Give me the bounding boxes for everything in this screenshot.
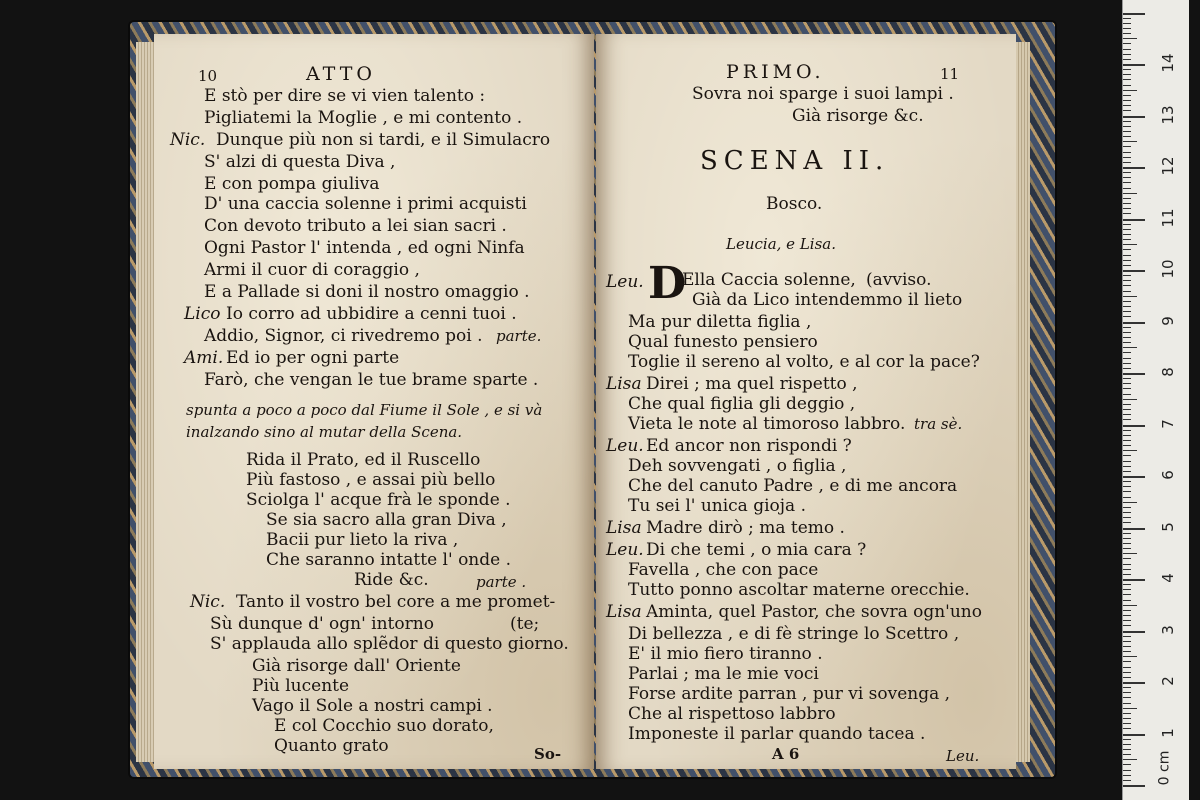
stage-note: parte. [496,327,542,345]
catchword: So- [534,745,562,763]
ruler-number: 9 [1159,315,1177,326]
ruler-tick [1123,162,1131,163]
speaker-label: Nic. [190,592,226,612]
text-line: Toglie il sereno al volto, e al cor la pace? [628,352,980,372]
ruler-number: 11 [1159,207,1177,228]
ruler-tick [1123,594,1131,595]
ruler-tick [1123,311,1131,312]
ruler-tick [1123,90,1137,91]
ruler-tick [1123,723,1131,724]
ruler-number: 4 [1159,573,1177,583]
ruler-tick [1123,677,1131,678]
text-line: Di che temi , o mia cara ? [646,540,867,560]
text-line: Ogni Pastor l' intenda , ed ogni Ninfa [204,238,525,258]
ruler-tick [1123,502,1137,503]
ruler-tick [1123,141,1137,142]
ruler-tick [1123,291,1131,292]
open-book [130,22,1055,777]
ruler-tick [1123,564,1131,565]
ruler-tick [1123,363,1131,364]
ruler-tick [1123,394,1131,395]
ruler-tick [1123,497,1131,498]
ruler-tick [1123,224,1131,225]
ruler-tick [1123,569,1131,570]
ruler-tick [1123,450,1137,451]
speaker-label: Lico [184,304,221,324]
ruler-tick [1123,780,1131,781]
text-line: Forse ardite parran , pur vi sovenga , [628,684,951,704]
refrain-line: Ride &c. [354,570,429,590]
ruler-tick [1123,23,1131,24]
ruler-tick [1123,388,1131,389]
ruler-tick [1123,146,1131,147]
right-running-head: PRIMO. [726,61,825,83]
ruler-tick [1123,713,1131,714]
ruler-tick [1123,105,1131,106]
ruler-tick [1123,265,1131,266]
speaker-label: Leu. [606,540,644,560]
verse-line: Bacii pur lieto la riva , [266,530,459,550]
verse-line: Vago il Sole a nostri campi . [252,696,493,716]
ruler-tick [1123,589,1131,590]
ruler-tick [1123,193,1137,194]
ruler-tick [1123,481,1131,482]
ruler-tick [1123,270,1145,272]
ruler-tick [1123,770,1131,771]
ruler-tick [1123,54,1131,55]
ruler-tick [1123,507,1131,508]
ruler-tick [1123,759,1137,760]
speaker-label: Lisa [606,602,642,622]
ruler-tick [1123,656,1137,657]
text-line: Tutto ponno ascoltar materne orecchie. [628,580,970,600]
ruler-tick [1123,461,1131,462]
ruler-number: 1 [1159,727,1177,738]
ruler-tick [1123,631,1145,633]
left-running-head: ATTO [306,63,376,85]
ruler-tick [1123,533,1131,534]
ruler-tick [1123,18,1131,19]
ruler-tick [1123,687,1131,688]
text-line: Che al rispettoso labbro [628,704,836,724]
ruler-tick [1123,471,1131,472]
ruler-tick [1123,636,1131,637]
ruler-tick [1123,543,1131,544]
ruler-unit-label: 0 cm [1156,750,1173,786]
text-line: Ella Caccia solenne, [682,270,856,290]
ruler-tick [1123,692,1131,693]
ruler-tick [1123,476,1145,478]
ruler-tick [1123,172,1131,173]
ruler-tick [1123,528,1145,530]
scene-characters: Leucia, e Lisa. [726,235,836,253]
verse-line: Più fastoso , e assai più bello [246,470,496,490]
ruler-tick [1123,625,1131,626]
ruler-tick [1123,404,1131,405]
text-line: Già risorge &c. [792,106,924,126]
ruler-tick [1123,33,1131,34]
ruler-tick [1123,79,1131,80]
text-line-turnover: (te; [510,614,540,634]
text-line: Qual funesto pensiero [628,332,818,352]
ruler-tick [1123,605,1137,606]
ruler-tick [1123,208,1131,209]
text-line: Pigliatemi la Moglie , e mi contento . [204,108,523,128]
speaker-label: Leu. [606,272,644,292]
stage-direction: spunta a poco a poco dal Fiume il Sole , e si và [186,401,543,419]
text-line: Ma pur diletta figlia , [628,312,812,332]
ruler-tick [1123,38,1137,39]
ruler-tick [1123,558,1131,559]
text-line: Sovra noi sparge i suoi lampi . [692,84,954,104]
ruler-tick [1123,352,1131,353]
ruler-tick [1123,615,1131,616]
ruler-tick [1123,260,1131,261]
text-line: Imponeste il parlar quando tacea . [628,724,926,744]
ruler-tick [1123,342,1131,343]
ruler-tick [1123,239,1131,240]
ruler-tick [1123,620,1131,621]
ruler-tick [1123,188,1131,189]
ruler-tick [1123,785,1145,787]
text-line: Tu sei l' unica gioja . [628,496,806,516]
ruler-tick [1123,538,1131,539]
ruler-tick [1123,584,1131,585]
ruler-tick [1123,373,1145,375]
stage-note: parte . [476,573,527,591]
ruler-tick [1123,301,1131,302]
ruler-tick [1123,764,1131,765]
ruler-tick [1123,126,1131,127]
ruler-tick [1123,522,1131,523]
ruler-tick [1123,182,1131,183]
ruler-tick [1123,167,1145,169]
verse-line: Più lucente [252,676,350,696]
verse-line: Quanto grato [274,736,389,756]
ruler-tick [1123,399,1137,400]
ruler-tick [1123,661,1131,662]
ruler-tick [1123,430,1131,431]
ruler-tick [1123,69,1131,70]
text-line: Farò, che vengan le tue brame sparte . [204,370,539,390]
ruler-tick [1123,734,1145,736]
ruler-tick [1123,512,1131,513]
ruler-tick [1123,667,1131,668]
ruler-tick [1123,491,1131,492]
signature-mark: A 6 [772,745,800,763]
ruler-tick [1123,610,1131,611]
ruler-tick [1123,718,1131,719]
catchword: Leu. [946,747,980,765]
ruler-number: 3 [1159,624,1177,635]
right-page-number: 11 [940,65,960,83]
speaker-label: Lisa [606,518,642,538]
ruler-tick [1123,749,1131,750]
ruler-tick [1123,59,1131,60]
ruler-tick [1123,744,1131,745]
ruler-tick [1123,49,1131,50]
stage-direction: inalzando sino al mutar della Scena. [186,423,463,441]
ruler-tick [1123,466,1131,467]
verse-line: Rida il Prato, ed il Ruscello [246,450,481,470]
ruler-tick [1123,255,1131,256]
text-line: Sù dunque d' ogn' intorno [210,614,434,634]
text-line: Madre dirò ; ma temo . [646,518,845,538]
verse-line: Già risorge dall' Oriente [252,656,461,676]
ruler-tick [1123,121,1131,122]
ruler-tick [1123,203,1131,204]
speaker-label: Lisa [606,374,642,394]
ruler-tick [1123,553,1137,554]
drop-cap-initial: D [648,258,687,309]
text-line: Io corro ad ubbidire a cenni tuoi . [226,304,517,324]
ruler-tick [1123,337,1131,338]
ruler-tick [1123,358,1131,359]
ruler-tick [1123,383,1131,384]
ruler-tick [1123,280,1131,281]
ruler-tick [1123,219,1145,221]
ruler-tick [1123,579,1145,581]
ruler-tick [1123,116,1145,118]
page-edges-left [136,42,154,762]
ruler-tick [1123,316,1131,317]
ruler-tick [1123,110,1131,111]
ruler-tick [1123,64,1145,66]
ruler-tick [1123,74,1131,75]
ruler-tick [1123,249,1131,250]
text-line: Che del canuto Padre , e di me ancora [628,476,958,496]
ruler-tick [1123,152,1131,153]
ruler-tick [1123,13,1145,15]
ruler-tick [1123,435,1131,436]
ruler-tick [1123,708,1137,709]
ruler-tick [1123,672,1131,673]
ruler-tick [1123,697,1131,698]
ruler-tick [1123,244,1137,245]
text-line: Vieta le note al timoroso labbro. [628,414,906,434]
ruler-tick [1123,641,1131,642]
text-line: Direi ; ma quel rispetto , [646,374,858,394]
ruler-tick [1123,275,1131,276]
measuring-ruler [1122,0,1189,800]
ruler-number: 13 [1159,104,1177,125]
text-line: Parlai ; ma le mie voci [628,664,819,684]
ruler-tick [1123,213,1131,214]
ruler-tick [1123,775,1131,776]
scene-setting: Bosco. [766,194,823,214]
ruler-tick [1123,177,1131,178]
text-line: E stò per dire se vi vien talento : [204,86,486,106]
ruler-tick [1123,682,1145,684]
text-line: Già da Lico intendemmo il lieto [692,290,963,310]
speaker-label: Ami. [184,348,224,368]
ruler-tick [1123,131,1131,132]
left-page [154,34,594,769]
ruler-tick [1123,425,1145,427]
ruler-tick [1123,455,1131,456]
text-line: E con pompa giuliva [204,174,380,194]
text-line: Di bellezza , e di fè stringe lo Scettro , [628,624,960,644]
ruler-tick [1123,486,1131,487]
ruler-number: 2 [1159,676,1177,686]
ruler-tick [1123,754,1131,755]
ruler-number: 5 [1159,521,1177,532]
stage-note: tra sè. [914,415,963,433]
text-line: Dunque più non si tardi, e il Simulacro [216,130,551,150]
ruler-tick [1123,651,1131,652]
text-line: Favella , che con pace [628,560,819,580]
text-line: Tanto il vostro bel core a me promet- [236,592,556,612]
text-line: Ed io per ogni parte [226,348,400,368]
ruler-tick [1123,646,1131,647]
verse-line: Che saranno intatte l' onde . [266,550,512,570]
right-page [596,34,1016,769]
ruler-tick [1123,419,1131,420]
ruler-number: 8 [1159,367,1177,377]
ruler-number: 6 [1159,470,1177,480]
ruler-tick [1123,327,1131,328]
ruler-tick [1123,43,1131,44]
text-line: Addio, Signor, ci rivedremo poi . [204,326,483,346]
text-line: Deh sovvengati , o figlia , [628,456,847,476]
ruler-tick [1123,95,1131,96]
text-line: Aminta, quel Pastor, che sovra ogn'uno [646,602,982,622]
ruler-tick [1123,28,1131,29]
ruler-tick [1123,600,1131,601]
verse-line: Sciolga l' acque frà le sponde . [246,490,511,510]
page-edges-right [1016,42,1030,762]
ruler-tick [1123,157,1131,158]
ruler-tick [1123,517,1131,518]
ruler-tick [1123,347,1137,348]
ruler-tick [1123,296,1137,297]
verse-line: Se sia sacro alla gran Diva , [266,510,507,530]
ruler-number: 7 [1159,418,1177,429]
text-line: Che qual figlia gli deggio , [628,394,856,414]
left-page-number: 10 [198,67,218,85]
ruler-tick [1123,574,1131,575]
ruler-tick [1123,136,1131,137]
ruler-tick [1123,703,1131,704]
ruler-tick [1123,548,1131,549]
text-line-turnover: (avviso. [866,270,932,290]
speaker-label: Leu. [606,436,644,456]
text-line: Armi il cuor di coraggio , [204,260,420,280]
ruler-tick [1123,322,1145,324]
text-line: Ed ancor non rispondi ? [646,436,852,456]
text-line: E a Pallade si doni il nostro omaggio . [204,282,530,302]
ruler-tick [1123,332,1131,333]
ruler-tick [1123,739,1131,740]
ruler-number: 14 [1159,53,1177,73]
text-line: E' il mio fiero tiranno . [628,644,823,664]
ruler-tick [1123,414,1131,415]
text-line: S' alzi di questa Diva , [204,152,396,172]
ruler-tick [1123,440,1131,441]
ruler-tick [1123,85,1131,86]
ruler-number: 10 [1159,259,1177,279]
ruler-tick [1123,378,1131,379]
speaker-label: Nic. [170,130,206,150]
scene-title: SCENA II. [700,146,890,176]
text-line: D' una caccia solenne i primi acquisti [204,194,527,214]
ruler-tick [1123,285,1131,286]
ruler-tick [1123,306,1131,307]
verse-line: E col Cocchio suo dorato, [274,716,494,736]
ruler-tick [1123,229,1131,230]
ruler-tick [1123,409,1131,410]
ruler-tick [1123,728,1131,729]
ruler-tick [1123,445,1131,446]
ruler-tick [1123,198,1131,199]
ruler-tick [1123,100,1131,101]
ruler-number: 12 [1159,156,1177,176]
ruler-tick [1123,368,1131,369]
text-line: Con devoto tributo a lei sian sacri . [204,216,507,236]
ruler-tick [1123,234,1131,235]
text-line: S' applauda allo splẽdor di questo giorno. [210,634,569,654]
